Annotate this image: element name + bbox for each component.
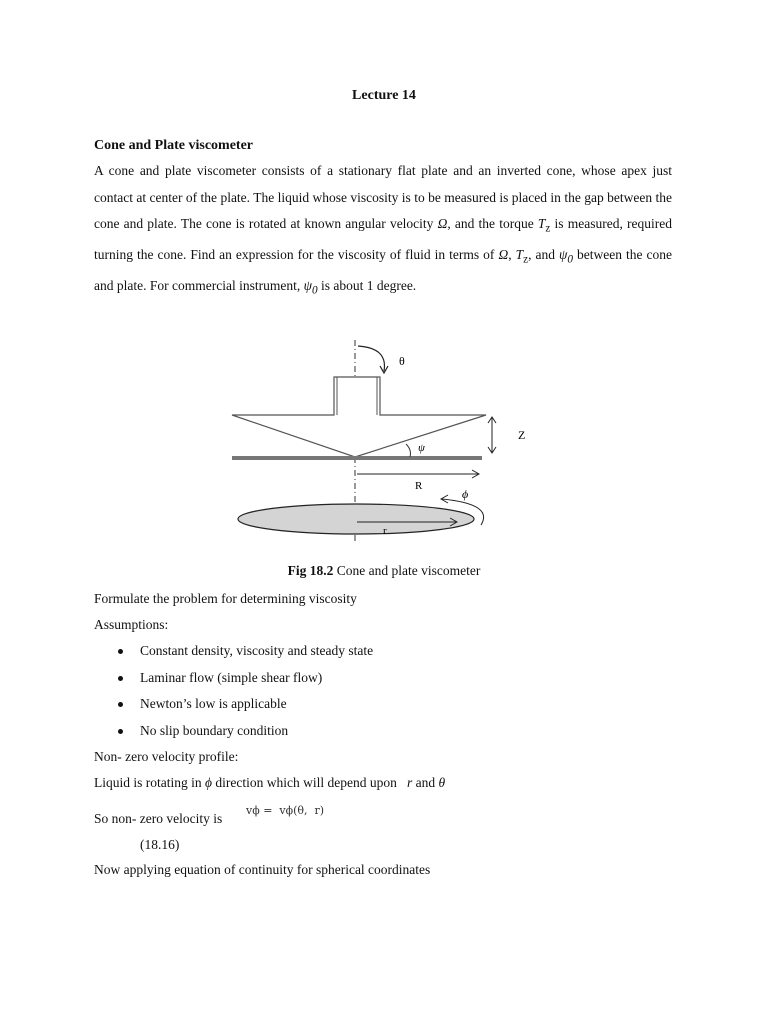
r-symbol: r	[406, 775, 413, 790]
r-label: r	[383, 525, 387, 537]
psi-subscript: 0	[311, 285, 318, 298]
caption-text: Cone and plate viscometer	[333, 563, 481, 578]
continuity-line: Now applying equation of continuity for spherical coordinates	[94, 862, 431, 877]
torque-subscript: z	[523, 253, 529, 266]
assumption-item: Constant density, viscosity and steady state	[140, 643, 374, 658]
section-heading: Cone and Plate viscometer	[94, 138, 254, 153]
text-segment: is measured, required turning the cone. Find an expression for the viscosity of fluid in terms of	[94, 216, 672, 263]
bullet-icon	[118, 649, 123, 654]
page-title: Lecture 14	[352, 88, 416, 103]
text-segment: and	[412, 775, 439, 790]
phi-label: ϕ	[462, 487, 469, 501]
theta-symbol: θ	[438, 775, 446, 790]
text-segment: is about 1 degree.	[317, 278, 417, 294]
rotating-disk	[238, 504, 474, 534]
velocity-heading: Non- zero velocity profile:	[94, 749, 239, 764]
text-segment: direction which will depend upon	[212, 775, 407, 790]
psi-symbol: ψ	[303, 278, 312, 294]
phi-symbol: ϕ	[205, 775, 212, 790]
velocity-equation: vϕ = vϕ(θ, r)	[246, 804, 325, 817]
equation-number: (18.16)	[140, 837, 180, 852]
torque-subscript: z	[545, 222, 551, 235]
torque-symbol: T	[515, 247, 524, 263]
psi-label: ψ	[418, 442, 425, 454]
torque-symbol: T	[537, 216, 546, 231]
assumption-item: No slip boundary condition	[140, 723, 289, 738]
text-segment: ,	[508, 247, 516, 263]
text-segment: A cone and plate viscometer consists of a stationary flat plate and an inverted cone, whose apex just contact at center of the plate. The liquid whose viscosity is to be measured is placed in the gap between the cone and plate. The cone is rotated at known angular velocity	[94, 163, 672, 231]
figure-caption	[0, 563, 768, 579]
bullet-icon	[118, 702, 123, 707]
bullet-icon	[118, 729, 123, 734]
psi-arc	[406, 444, 411, 457]
psi-symbol: ψ	[559, 247, 568, 263]
R-label: R	[415, 480, 423, 492]
inverted-cone	[232, 377, 486, 457]
assumption-item: Laminar flow (simple shear flow)	[140, 670, 323, 685]
text-segment: , and the torque	[447, 216, 538, 231]
assumption-item: Newton’s low is applicable	[140, 696, 287, 711]
text-segment: between the cone and plate. For commercial instrument,	[94, 247, 672, 294]
bullet-icon	[118, 676, 123, 681]
psi-subscript: 0	[567, 253, 574, 266]
nonzero-velocity-line: So non- zero velocity is	[94, 811, 223, 826]
intro-paragraph	[94, 158, 672, 305]
caption-label: Fig 18.2	[287, 563, 334, 578]
z-label: Z	[518, 428, 526, 442]
formulate-line: Formulate the problem for determining viscosity	[94, 591, 357, 606]
omega-symbol: Ω	[437, 216, 448, 231]
rotating-line	[94, 775, 445, 791]
cone-plate-diagram	[226, 338, 536, 548]
text-segment: , and	[528, 247, 559, 263]
stationary-plate	[232, 456, 482, 460]
omega-symbol: Ω	[498, 247, 509, 263]
assumptions-heading: Assumptions:	[94, 617, 169, 632]
text-segment: Liquid is rotating in	[94, 775, 205, 790]
theta-label: θ	[399, 354, 405, 368]
